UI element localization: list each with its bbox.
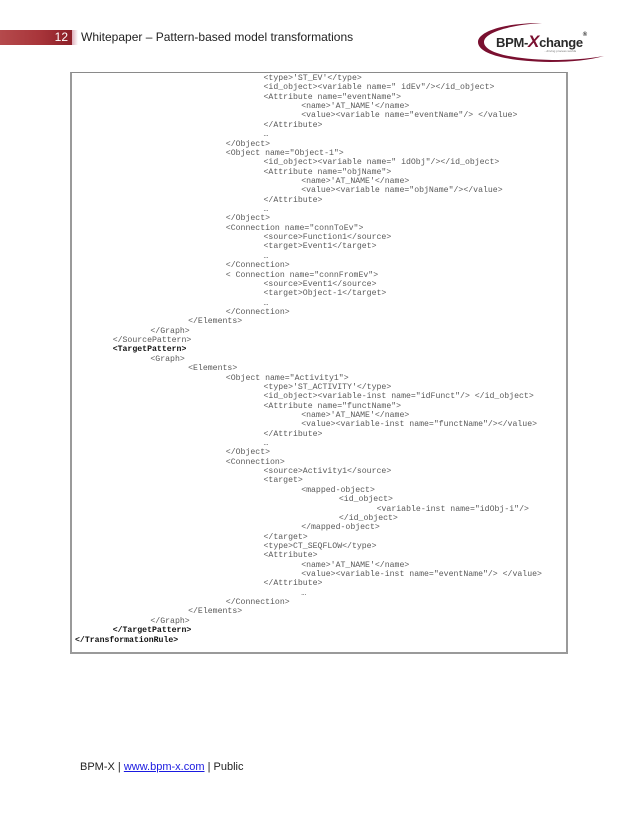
code-line: </Attribute> [263,429,323,439]
document-title: Whitepaper – Pattern-based model transformations [81,30,354,44]
code-line: <type>'ST_EV'</type> [263,74,362,83]
code-line: </Object> [225,448,271,458]
code-line: … [301,588,307,598]
code-line: </mapped-object> [301,523,380,533]
code-line: </Graph> [150,326,190,336]
code-line: </Attribute> [263,579,323,589]
footer-company: BPM-X [80,761,115,773]
code-line: <target> [263,476,303,486]
code-line: <name>'AT_NAME'</name> [301,410,410,420]
code-line: </Graph> [150,616,190,626]
code-line: <Object name="Object-1"> [225,148,344,158]
code-line: <source>Activity1</source> [263,467,392,477]
code-line: <target>Event1</target> [263,242,377,252]
code-line: <type>CT_SEQFLOW</type> [263,541,377,551]
code-line: <Graph> [150,354,185,364]
footer-website-link[interactable]: www.bpm-x.com [123,761,205,773]
code-line: … [263,130,269,140]
code-line: <value><variable name="eventName"/> </value> [301,111,518,121]
code-line: <value><variable-inst name="eventName"/> </value> [301,570,542,580]
page-footer [80,760,243,774]
code-line: </id_object> [338,513,398,523]
code-line: </TransformationRule> [75,635,179,645]
code-line: </Connection> [225,598,290,608]
code-line: </Elements> [188,317,243,327]
code-line: … [263,298,269,308]
code-line: … [263,205,269,215]
code-line: <Attribute> [263,551,318,561]
code-line: <id_object><variable-inst name="idFunct"/> </id_object> [263,392,534,402]
code-line: </Object> [225,214,271,224]
code-line: <Connection name="connToEv"> [225,223,364,233]
code-line: <TargetPattern> [112,345,187,355]
code-line: </Connection> [225,307,290,317]
code-line: </Elements> [188,607,243,617]
code-line: <Attribute name="eventName"> [263,92,402,102]
code-line: </target> [263,532,308,542]
code-line: < Connection name="connFromEv"> [225,270,379,280]
code-line: <target>Object-1</target> [263,289,387,299]
code-line: <source>Function1</source> [263,233,392,243]
bpm-xchange-logo [472,20,612,64]
code-line: <id_object> [338,495,393,505]
logo-wordmark: BPM-Xchange® [496,32,587,51]
code-line: <value><variable name="objName"/></value> [301,186,503,196]
code-line: <name>'AT_NAME'</name> [301,102,410,112]
code-line: <Attribute name="functName"> [263,401,402,411]
code-line: <value><variable-inst name="functName"/></value> [301,420,538,430]
code-line: <type>'ST_ACTIVITY'</type> [263,382,392,392]
code-line: <Attribute name="objName"> [263,167,392,177]
code-line: <id_object><variable name=" idObj"/></id_object> [263,158,500,168]
code-line: <name>'AT_NAME'</name> [301,560,410,570]
code-line: <source>Event1</source> [263,279,377,289]
code-line: </Attribute> [263,120,323,130]
code-line: </Attribute> [263,195,323,205]
footer-classification: Public [213,761,244,773]
code-line: <Object name="Activity1"> [225,373,349,383]
code-lines [75,74,542,645]
footer-separator: | [204,761,214,773]
code-line: … [263,439,269,449]
code-line: <variable-inst name="idObj-i"/> [376,504,529,514]
code-line: </Object> [225,139,271,149]
code-line: <id_object><variable name=" idEv"/></id_object> [263,83,495,93]
code-line: <mapped-object> [301,485,375,495]
xml-code-listing [70,72,568,654]
code-line: </SourcePattern> [112,336,192,346]
code-line: <Elements> [188,364,238,374]
page-number: 12 [54,30,68,44]
code-line: <Connection> [225,457,285,467]
code-line: … [263,251,269,261]
code-line: </TargetPattern> [112,626,192,636]
footer-separator: | [114,761,124,773]
logo-tagline: ...driving process worlds [544,49,577,53]
code-line: <name>'AT_NAME'</name> [301,176,410,186]
code-line: </Connection> [225,261,290,271]
